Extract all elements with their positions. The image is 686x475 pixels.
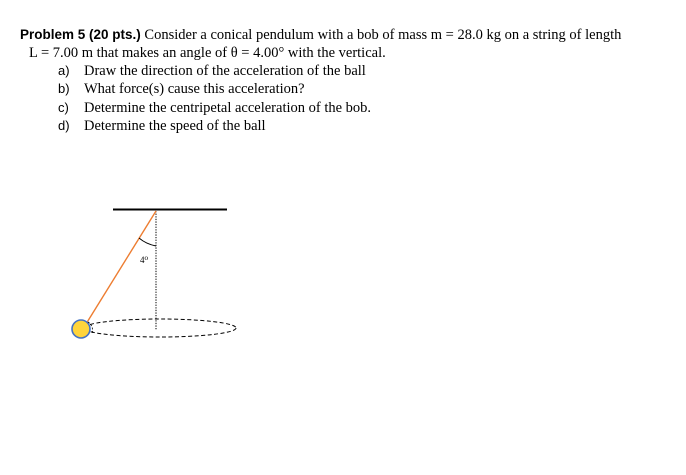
part-letter: b): [58, 81, 70, 97]
pendulum-bob: [72, 320, 90, 338]
part-text: Determine the centripetal acceleration of the bob.: [84, 99, 372, 116]
part-letter: d): [58, 117, 70, 133]
problem-text-1: Consider a conical pendulum with a bob of mass m = 28.0 kg on a string of length: [140, 27, 622, 43]
pendulum-string: [86, 211, 156, 324]
problem-line-2: L = 7.00 m that makes an angle of θ = 4.00° with the vertical.: [29, 45, 386, 61]
part-text: Determine the speed of the ball: [84, 117, 266, 134]
angle-label: 4⁰: [140, 255, 149, 265]
angle-arc: [139, 238, 156, 246]
problem-heading: Problem 5 (20 pts.): [20, 27, 141, 42]
part-text: Draw the direction of the acceleration of the ball: [84, 63, 366, 79]
circular-path-ellipse: [84, 319, 236, 337]
part-letter: c): [58, 99, 69, 115]
part-letter: a): [58, 63, 70, 78]
part-text: What force(s) cause this acceleration?: [84, 81, 305, 98]
